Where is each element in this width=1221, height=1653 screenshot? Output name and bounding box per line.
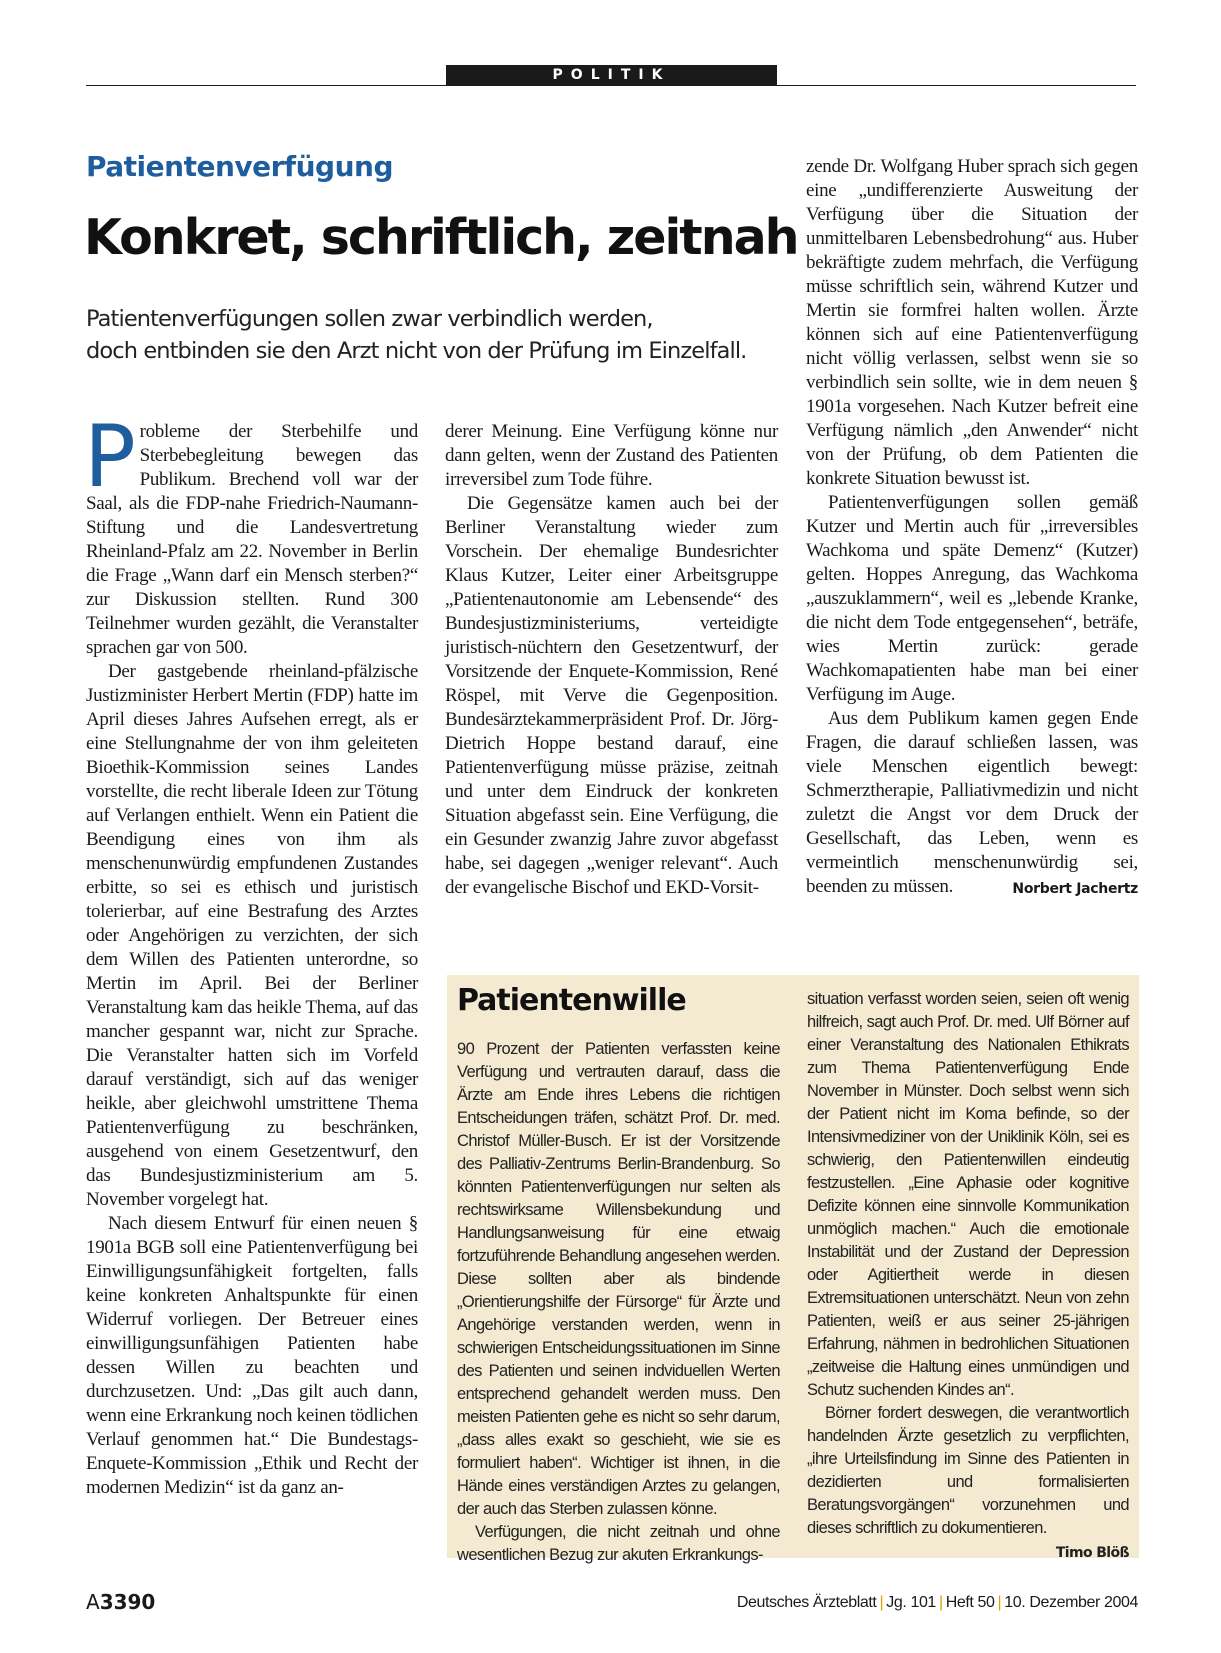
paragraph	[84, 407, 418, 660]
paragraph: derer Meinung. Eine Verfügung könne nur dann gelten, wenn der Zustand des Patienten irreversibel zum Tode führe.	[445, 421, 778, 490]
journal-date: 10. Dezember 2004	[1004, 1594, 1138, 1611]
paragraph	[806, 707, 1138, 899]
sidebar-author: Timo Blöß	[1055, 1545, 1129, 1561]
lead-line-2: doch entbinden sie den Arzt nicht von der Prüfung im Einzelfall.	[86, 338, 747, 364]
paragraph: Der gastgebende rheinland-pfälzische Justizminister Herbert Mertin (FDP) hatte im April dieses Jahres Aufsehen erregt, als er eine Stellungnahme der von ihm geleiteten Bioethik-Kommission seines Landes vorstellte, die recht liberale Ideen zur Tötung auf Verlangen enthielt. Wenn ein Patient die Beendigung eines von ihm als menschenunwürdig empfundenen Zustandes erbitte, so sei es ethisch und juristisch tolerierbar, auf eine Bestrafung des Arztes oder Angehörigen zu verzichten, der sich dem Willen des Patienten unterordne, so Mertin im April. Bei der Berliner Veranstaltung kam das heikle Thema, auf das mancher gespannt war, nicht zur Sprache. Die Veranstalter hatten sich im Vorfeld darauf verständigt, sich auf das weniger heikle, aber gleichwohl umstrittene Thema Patientenverfügung zu beschränken, ausgehend von einem Gesetzentwurf, den das Bundesjustizministerium am 5. November vorgelegt hat.	[86, 661, 418, 1210]
paragraph: Patientenverfügungen sollen gemäß Kutzer und Mertin auch für „irreversibles Wachkoma und späte Demenz“ (Kutzer) gelten. Hoppes Anregung, das Wachkoma „auszuklammern“, weil es „lebende Kranke, die nicht dem Tode entgegensehen“, beträfe, wies Mertin zurück: gerade Wachkomapatienten habe man bei einer Verfügung im Auge.	[806, 492, 1138, 705]
paragraph: 90 Prozent der Patienten verfassten keine Verfügung und vertrauten darauf, dass die Ärzte am Ende ihres Lebens die richtigen Entscheidungen träfen, schätzt Prof. Dr. med. Christof Müller-Busch. Er ist der Vorsitzende des Palliativ-Zentrums Berlin-Brandenburg. So könnten Patientenverfügungen nur selten als rechtswirksame Willensbekundung und Handlungsanweisung für eine etwaig fortzuführende Behandlung angesehen werden. Diese sollten aber als bindende „Orientierungshilfe der Fürsorge“ für Ärzte und Angehörige verstanden werden, wenn in schwierigen Entscheidungssituationen im Sinne des Patienten und seinen indviduellen Werten entsprechend gehandelt werden muss. Den meisten Patienten gehe es nicht so sehr darum, „dass alles exakt so geschieht, wie sie es formuliert haben“. Wichtiger ist ihnen, in die Hände eines verständigen Arztes zu gelangen, der auch das Sterben zulassen könne.	[457, 1040, 780, 1518]
sidebar-box	[447, 975, 1139, 1564]
separator: |	[879, 1594, 884, 1611]
paragraph: zende Dr. Wolfgang Huber sprach sich gegen eine „undifferenzierte Ausweitung der Verfügung über die Situation der unmittelbaren Lebensbedrohung“ aus. Huber bekräftigte zudem mehrfach, die Verfügung müsse schriftlich sein, während Kutzer und Mertin sie formfrei halten wollen. Ärzte können sich auf eine Patientenverfügung nicht völlig verlassen, selbst wenn sie so verbindlich sein sollte, wie in dem neuen § 1901a vorgesehen. Nach Kutzer befreit eine Verfügung nämlich „den Anwender“ nicht von der Prüfung, ob dem Patienten die konkrete Situation bewusst ist.	[806, 156, 1138, 489]
lead	[86, 303, 786, 367]
paragraph-text: robleme der Sterbehilfe und Sterbebegleitung bewegen das Publikum. Brechend voll war der Saal, als die FDP-nahe Friedrich-Naumann-Stiftung und die Landesvertretung Rheinland-Pfalz am 22. November in Berlin die Frage „Wann darf ein Mensch sterben?“ zur Diskussion stellten. Rund 300 Teilnehmer wurden gezählt, die Veranstalter sprachen gar von 500.	[86, 421, 418, 658]
page-prefix: A	[86, 1590, 100, 1614]
article-column-1	[84, 407, 418, 1500]
paragraph	[807, 1402, 1129, 1561]
article-column-3	[806, 155, 1138, 901]
journal-info	[737, 1594, 1138, 1612]
journal-issue: Heft 50	[945, 1594, 995, 1611]
separator: |	[997, 1594, 1002, 1611]
paragraph: Nach diesem Entwurf für einen neuen § 1901a BGB soll eine Patientenverfügung bei Einwilligungsunfähigkeit fortgelten, falls keine konkreten Anhaltspunkte für einen Widerruf vorliegen. Der Betreuer eines einwilligungsunfähigen Patienten habe dessen Willen zu beachten und durchzusetzen. Und: „Das gilt auch dann, wenn eine Erkrankung noch keinen tödlichen Verlauf genommen hat.“ Die Bundestags-Enquete-Kommission „Ethik und Recht der modernen Medizin“ ist da ganz an-	[86, 1213, 418, 1498]
headline: Konkret, schriftlich, zeitnah	[84, 209, 798, 266]
journal-volume: Jg. 101	[886, 1594, 936, 1611]
paragraph-text: Aus dem Publikum kamen gegen Ende Fragen, die darauf schließen lassen, was viele Menschen eigentlich bewegt: Schmerztherapie, Palliativmedizin und nicht zuletzt die Angst vor dem Druck der Gesellschaft, das Leben, wenn es vermeintlich menschenunwürdig sei, beenden zu müssen.	[806, 708, 1138, 897]
dropcap: P	[84, 407, 136, 507]
sidebar-title: Patientenwille	[457, 983, 686, 1018]
paragraph: Verfügungen, die nicht zeitnah und ohne wesentlichen Bezug zur akuten Erkrankungs-	[457, 1523, 780, 1564]
lead-line-1: Patientenverfügungen sollen zwar verbindlich werden,	[86, 306, 653, 332]
sidebar-column-1	[457, 1038, 780, 1567]
kicker: Patientenverfügung	[86, 150, 393, 183]
page-number-value: 3390	[99, 1590, 156, 1614]
separator: |	[938, 1594, 943, 1611]
paragraph: situation verfasst worden seien, seien oft wenig hilfreich, sagt auch Prof. Dr. med. Ulf Börner auf einer Veranstaltung des Nationalen Ethikrats zum Thema Patientenverfügung Ende November in Münster. Doch selbst wenn sich der Patient nicht im Koma befinde, so der Intensivmediziner von der Uniklinik Köln, sei es schwierig, den Patientenwillen eindeutig festzustellen. „Eine Aphasie oder kognitive Defizite können eine sinnvolle Kommunikation unmöglich machen.“ Auch die emotionale Instabilität und der Zustand der Depression oder Agitiertheit werde in diesen Extremsituationen unterschätzt. Neun von zehn Patienten, weiß er aus seiner 25-jährigen Erfahrung, nähmen in bedrohlichen Situationen „zeitweise die Haltung eines unmündigen und Schutz suchenden Kindes an“.	[807, 990, 1129, 1399]
journal-name: Deutsches Ärzteblatt	[736, 1594, 877, 1611]
section-label: POLITIK	[446, 65, 777, 86]
paragraph: Die Gegensätze kamen auch bei der Berliner Veranstaltung wieder zum Vorschein. Der ehemalige Bundesrichter Klaus Kutzer, Leiter einer Arbeitsgruppe „Patientenautonomie am Lebensende“ des Bundesjustizministeriums, verteidigte juristisch-nüchtern den Gesetzentwurf, der Vorsitzende der Enquete-Kommission, René Röspel, mit Verve die Gegenposition. Bundesärztekammerpräsident Prof. Dr. Jörg-Dietrich Hoppe bestand darauf, eine Patientenverfügung müsse präzise, zeitnah und unter dem Eindruck der konkreten Situation abgefasst sein. Eine Verfügung, die ein Gesunder zwanzig Jahre zuvor abgefasst habe, sei dagegen „weniger relevant“. Auch der evangelische Bischof und EKD-Vorsit-	[445, 493, 778, 898]
article-author: Norbert Jachertz	[1012, 881, 1138, 897]
paragraph-text: Börner fordert deswegen, die verantwortlich handelnden Ärzte gesetzlich zu verpflichten, „ihre Urteilsfindung im Sinne des Patienten in dezidierten und formalisierten Beratungsvorgängen“ vorzunehmen und dieses schriftlich zu dokumentieren.	[807, 1404, 1129, 1537]
sidebar-column-2	[807, 988, 1129, 1565]
page-number	[86, 1590, 155, 1614]
article-column-2	[445, 420, 778, 900]
